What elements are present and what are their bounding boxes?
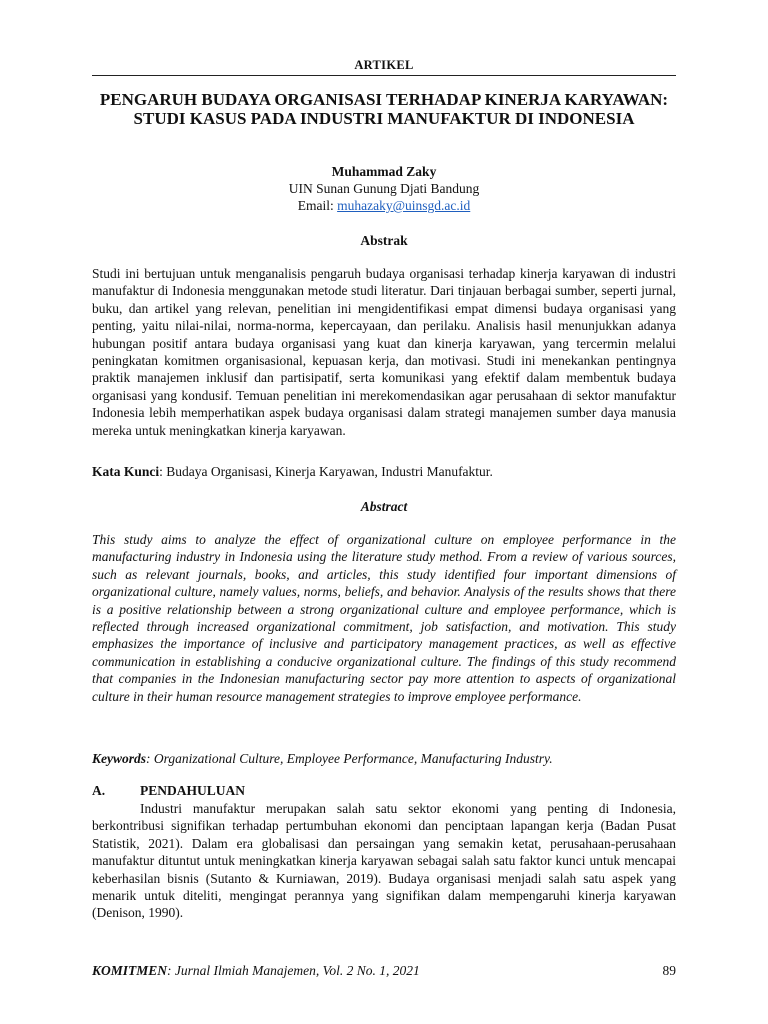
author-affiliation: UIN Sunan Gunung Djati Bandung	[288, 181, 480, 196]
email-label: Email:	[297, 198, 338, 213]
keywords-label: Keywords	[92, 751, 146, 766]
abstrak-heading: Abstrak	[360, 233, 408, 248]
journal-name: KOMITMEN	[92, 963, 168, 978]
abstract-body: This study aims to analyze the effect of organizational culture on employee performance in the manufacturing industry in Indonesia using the literature study method. From a review of various sources, such as relevant journals, books, and articles, this study identified four important dimensions of organizational culture, namely values, norms, beliefs, and behavior. Analysis of the results shows that there is a positive relationship between a strong organizational culture and employee performance, which is reflected through increased organizational commitment, job satisfaction, and motivation. This study emphasizes the importance of inclusive and participatory management practices, as well as effective communication in establishing a conducive organizational culture. The findings of this study recommend that companies in the Indonesian manufacturing sector pay more attention to aspects of organizational culture in their human resource management strategies to improve employee performance.	[92, 532, 676, 704]
kata-kunci-label: Kata Kunci	[92, 464, 160, 479]
section-heading	[92, 783, 245, 799]
article-title: PENGARUH BUDAYA ORGANISASI TERHADAP KINERJA KARYAWAN: STUDI KASUS PADA INDUSTRI MANUFAKTUR DI INDONESIA	[99, 90, 669, 128]
section-label: ARTIKEL	[354, 58, 414, 72]
journal-details: : Jurnal Ilmiah Manajemen, Vol. 2 No. 1, 2021	[167, 963, 420, 978]
abstract-heading: Abstract	[360, 499, 408, 514]
page-footer	[92, 963, 676, 979]
introduction-body: Industri manufaktur merupakan salah satu sektor ekonomi yang penting di Indonesia, berkontribusi signifikan terhadap pertumbuhan ekonomi dan penciptaan lapangan kerja (Badan Pusat Statistik, 2021). Dalam era globalisasi dan persaingan yang semakin ketat, perusahaan-perusahaan manufaktur dituntut untuk meningkatkan kinerja karyawan sebagai salah satu faktor kunci untuk mencapai keberhasilan bisnis (Sutanto & Kurniawan, 2019). Budaya organisasi menjadi salah satu aspek yang menarik untuk diteliti, mengingat perannya yang signifikan dalam mempengaruhi kinerja karyawan (Denison, 1990).	[92, 801, 676, 921]
section-title: PENDAHULUAN	[140, 783, 246, 798]
section-number: A.	[92, 783, 106, 798]
kata-kunci	[92, 463, 676, 480]
header-rule	[92, 75, 676, 76]
kata-kunci-values: : Budaya Organisasi, Kinerja Karyawan, Industri Manufaktur.	[159, 464, 493, 479]
page-number: 89	[662, 963, 676, 978]
author-name: Muhammad Zaky	[331, 164, 437, 179]
abstrak-body: Studi ini bertujuan untuk menganalisis pengaruh budaya organisasi terhadap kinerja karyawan di industri manufaktur di Indonesia menggunakan metode studi literatur. Dari tinjauan berbagai sumber, seperti jurnal, buku, dan artikel yang relevan, penelitian ini mengidentifikasi empat dimensi budaya organisasi yang penting, yaitu nilai-nilai, norma-norma, kepercayaan, dan perilaku. Analisis hasil menunjukkan adanya hubungan positif antara budaya organisasi yang kuat dan kinerja karyawan, yang tercermin melalui peningkatan komitmen organisasional, kepuasan kerja, dan motivasi. Studi ini menekankan pentingnya praktik manajemen inklusif dan partisipatif, serta komunikasi yang efektif dalam membentuk budaya organisasi yang kondusif. Temuan penelitian ini merekomendasikan agar perusahaan di sektor manufaktur Indonesia lebih memperhatikan aspek budaya organisasi dalam strategi manajemen sumber daya manusia mereka untuk meningkatkan kinerja karyawan.	[92, 266, 676, 438]
journal-citation	[92, 963, 420, 978]
keywords-values: : Organizational Culture, Employee Performance, Manufacturing Industry.	[146, 751, 553, 766]
keywords	[92, 750, 676, 767]
email-link[interactable]: muhazaky@uinsgd.ac.id	[337, 198, 471, 213]
author-email-line	[92, 198, 676, 214]
